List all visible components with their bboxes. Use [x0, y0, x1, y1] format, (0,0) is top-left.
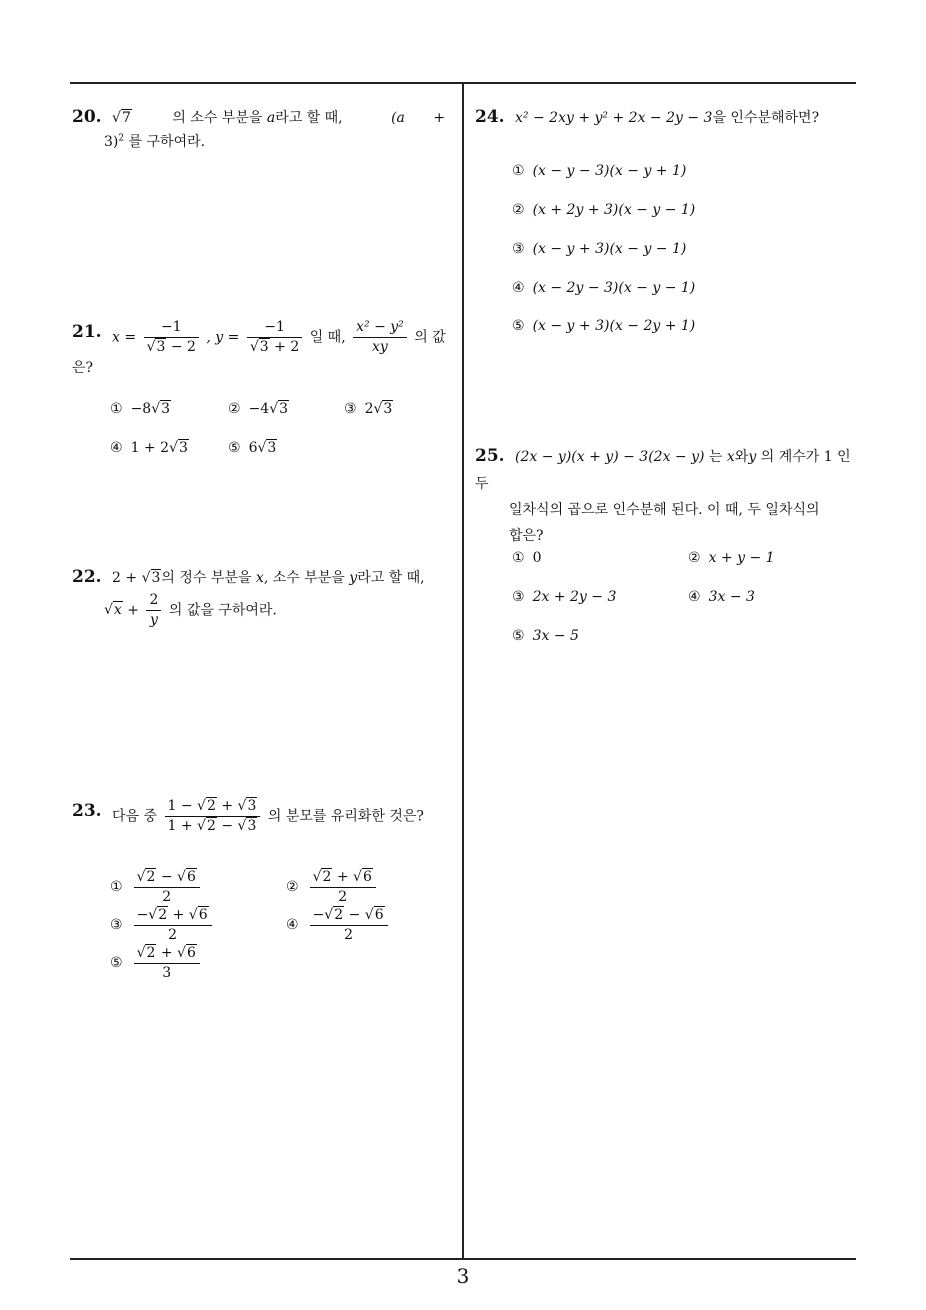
question-22: [72, 563, 457, 630]
question-number: 23.: [72, 801, 102, 821]
question-text: 의 계수가 1 인 두: [475, 449, 851, 493]
q21-option-1[interactable]: ① −8√3: [110, 401, 171, 417]
plus-sign: +: [127, 602, 140, 619]
question-20: [72, 103, 457, 154]
variable-x: x: [255, 570, 264, 586]
q25-option-1[interactable]: ① 0: [512, 550, 542, 566]
q24-option-1[interactable]: ① (x − y − 3)(x − y + 1): [512, 163, 687, 179]
question-text: , 소수 부분을: [263, 570, 345, 586]
question-fraction: $\frac{1 - √2 + √3}{1 + √2 - √3}$: [165, 797, 261, 836]
q21-option-4[interactable]: ④ 1 + 2√3: [110, 440, 188, 456]
question-text: 라고 할 때,: [275, 110, 343, 126]
question-text-line2: 일차식의 곱으로 인수분해 된다. 이 때, 두 일차식의: [509, 502, 820, 519]
q24-option-5[interactable]: ⑤ (x − y + 3)(x − 2y + 1): [512, 318, 696, 334]
sqrt-three: √3: [141, 570, 161, 586]
q24-option-4[interactable]: ④ (x − 2y − 3)(x − y − 1): [512, 280, 696, 296]
question-25: [475, 441, 865, 550]
expression-fraction: $\frac{\text{x² − y²}}{xy}$: [353, 318, 407, 357]
q23-option-5[interactable]: ⑤ $\frac{√2 + √6}{3}$: [110, 944, 203, 983]
column-divider: [462, 82, 464, 1260]
q25-option-2[interactable]: ② x + y − 1: [688, 550, 775, 566]
expression-prefix: 2 +: [112, 570, 138, 586]
question-text: 를 구하여라.: [124, 134, 206, 151]
q21-option-3[interactable]: ③ 2√3: [344, 401, 393, 417]
question-text: 의 정수 부분을: [161, 570, 252, 586]
q21-option-5[interactable]: ⑤ 6√3: [228, 440, 277, 456]
sqrt-seven: √7: [112, 110, 131, 126]
x-equals: x =: [112, 329, 137, 346]
question-number: 21.: [72, 322, 102, 342]
question-text: 3): [104, 134, 119, 151]
q25-option-5[interactable]: ⑤ 3x − 5: [512, 628, 579, 644]
exponent: 2: [118, 133, 125, 144]
q25-option-3[interactable]: ③ 2x + 2y − 3: [512, 589, 617, 605]
y-equals: , y =: [206, 329, 240, 346]
question-text: 의 값은?: [72, 329, 446, 376]
page-number: 3: [456, 1264, 470, 1288]
question-text: 다음 중: [112, 808, 158, 825]
two-over-y: $\frac{2}{y}$: [146, 591, 161, 630]
question-text: 는: [704, 449, 727, 465]
q24-option-2[interactable]: ② (x + 2y + 3)(x − y − 1): [512, 202, 696, 218]
question-number: 24.: [475, 107, 505, 127]
q23-option-4[interactable]: ④ $\frac{-√2 - √6}{2}$: [286, 906, 391, 945]
question-text: 의 분모를 유리화한 것은?: [267, 808, 424, 825]
q24-option-3[interactable]: ③ (x − y + 3)(x − y − 1): [512, 241, 687, 257]
plus-sign: +: [433, 110, 446, 126]
q21-option-2[interactable]: ② −4√3: [228, 401, 289, 417]
question-21: [72, 318, 457, 380]
question-text: 의 소수 부분을: [172, 110, 263, 126]
paren-a: (a: [391, 110, 405, 126]
question-23: [72, 797, 457, 836]
question-number: 25.: [475, 446, 505, 466]
variable-x: x: [726, 449, 735, 465]
question-text: 와: [734, 449, 749, 465]
question-number: 20.: [72, 107, 102, 127]
bottom-rule: [70, 1258, 856, 1260]
q23-option-2[interactable]: ② $\frac{√2 + √6}{2}$: [286, 868, 379, 907]
question-number: 22.: [72, 567, 102, 587]
question-text-line3: 합은?: [509, 528, 544, 545]
sqrt-x: √x: [104, 602, 122, 619]
question-24: [475, 103, 860, 131]
q23-option-1[interactable]: ① $\frac{√2 - √6}{2}$: [110, 868, 203, 907]
question-text: 의 값을 구하여라.: [168, 602, 277, 619]
expression: x² − 2xy + y² + 2x − 2y − 3: [515, 110, 713, 126]
variable-a: a: [266, 110, 276, 126]
question-text: 일 때,: [309, 329, 346, 346]
question-text: 라고 할 때,: [357, 570, 425, 586]
q23-option-3[interactable]: ③ $\frac{-√2 + √6}{2}$: [110, 906, 215, 945]
variable-y: y: [349, 570, 358, 586]
x-fraction: $\frac{-1}{√3 - 2}$: [144, 318, 199, 357]
y-fraction: $\frac{-1}{√3 + 2}$: [247, 318, 302, 357]
question-text: 을 인수분해하면?: [712, 110, 820, 126]
q25-option-4[interactable]: ④ 3x − 3: [688, 589, 755, 605]
expression: (2x − y)(x + y) − 3(2x − y): [515, 449, 705, 465]
variable-y: y: [748, 449, 757, 465]
